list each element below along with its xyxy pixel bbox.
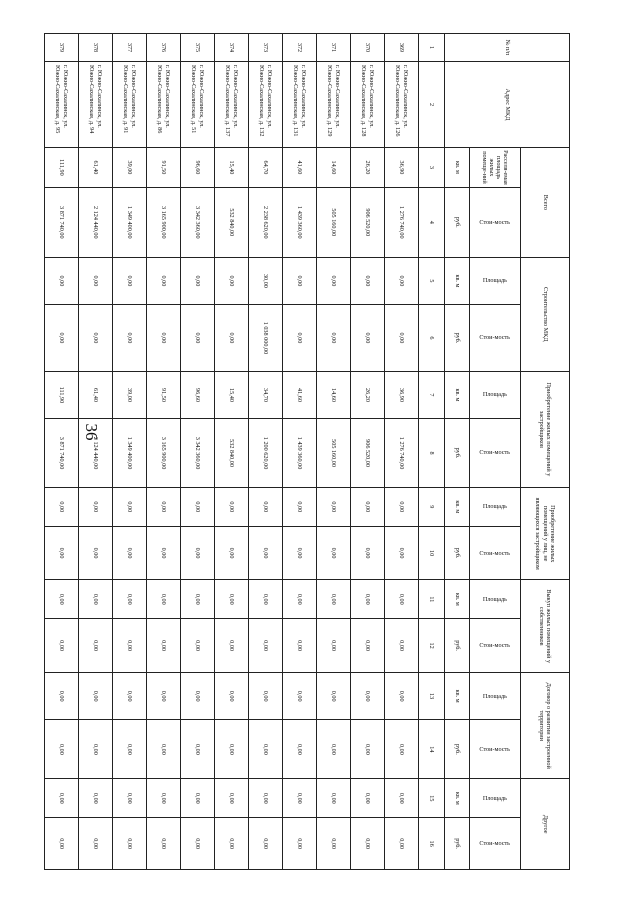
column-number: 12 [419,619,445,673]
row-value: 0,00 [215,487,249,526]
row-number: 373 [249,34,283,62]
header-area: Площадь [470,487,521,526]
row-number: 370 [351,34,385,62]
header-resettle-area: Расселя-емая площадь жилых помеще-ний [470,148,521,188]
row-value: 0,00 [317,779,351,818]
row-value: 0,00 [249,818,283,870]
unit-area: кв. м [445,371,470,418]
row-address: г. Южно-Сахалинск, ул. Южно-Сахалинская, д. 129 [317,61,351,147]
header-cost: Стои-мость [470,419,521,488]
row-value: 36,90 [385,371,419,418]
row-value: 0,00 [215,580,249,619]
unit-area: кв. м [445,257,470,304]
column-number: 6 [419,305,445,372]
unit-cost: руб. [445,419,470,488]
row-number: 374 [215,34,249,62]
row-value: 15,40 [215,371,249,418]
row-value: 0,00 [215,526,249,580]
table-row [283,34,317,870]
row-value: 0,00 [385,305,419,372]
row-value: 26,20 [351,371,385,418]
row-value: 39,00 [113,371,147,418]
row-value: 0,00 [147,580,181,619]
row-value: 0,00 [385,818,419,870]
row-value: 0,00 [147,305,181,372]
row-value: 3 165 900,00 [147,187,181,257]
row-value: 0,00 [317,487,351,526]
column-number: 1 [419,34,445,62]
row-value: 0,00 [351,526,385,580]
header-area: Площадь [470,779,521,818]
row-number: 377 [113,34,147,62]
row-value: 61,40 [79,371,113,418]
row-number: 379 [45,34,79,62]
row-value: 0,00 [147,672,181,719]
header-cost: Стои-мость [470,619,521,673]
unit-area: кв. м [445,487,470,526]
row-value: 0,00 [249,619,283,673]
row-value: 0,00 [113,619,147,673]
row-value: 41,60 [283,371,317,418]
row-address: г. Южно-Сахалинск, ул. Южно-Сахалинская, д. 91 [113,61,147,147]
row-value: 906 520,00 [351,187,385,257]
unit-area: кв. м [445,779,470,818]
row-value: 3 342 360,00 [181,419,215,488]
row-value: 41,60 [283,148,317,188]
row-value: 0,00 [249,526,283,580]
row-value: 0,00 [79,818,113,870]
table-row [215,34,249,870]
column-number: 4 [419,187,445,257]
row-value: 14,60 [317,148,351,188]
column-number: 16 [419,818,445,870]
row-value: 0,00 [79,779,113,818]
table-row [45,34,79,870]
header-total: Всего [521,148,570,258]
row-value: 0,00 [45,487,79,526]
row-value: 15,40 [215,148,249,188]
row-value: 0,00 [317,818,351,870]
row-address: г. Южно-Сахалинск, ул. Южно-Сахалинская, д. 94 [79,61,113,147]
row-value: 2 238 620,00 [249,187,283,257]
header-row-units [445,34,470,870]
row-address: г. Южно-Сахалинск, ул. Южно-Сахалинская, д. 131 [283,61,317,147]
row-value: 0,00 [249,779,283,818]
row-value: 0,00 [317,257,351,304]
row-value: 0,00 [351,487,385,526]
row-value: 0,00 [385,257,419,304]
column-number-row [419,34,445,870]
row-value: 96,60 [181,148,215,188]
row-value: 0,00 [385,526,419,580]
row-value: 1 038 000,00 [249,305,283,372]
row-value: 0,00 [283,257,317,304]
row-value: 0,00 [181,672,215,719]
row-value: 14,60 [317,371,351,418]
row-value: 91,50 [147,371,181,418]
table-row [317,34,351,870]
row-value: 0,00 [249,487,283,526]
row-value: 0,00 [113,257,147,304]
header-buyout: Выкуп жилых помещений у собственников [521,580,570,673]
row-value: 0,00 [181,580,215,619]
row-value: 64,70 [249,148,283,188]
row-number: 371 [317,34,351,62]
unit-cost: руб. [445,619,470,673]
row-value: 0,00 [317,305,351,372]
row-value: 0,00 [215,257,249,304]
unit-cost: руб. [445,305,470,372]
row-value: 505 160,00 [317,419,351,488]
row-value: 0,00 [283,720,317,779]
row-value: 0,00 [181,619,215,673]
row-value: 0,00 [181,818,215,870]
row-value: 0,00 [45,672,79,719]
row-value: 1 349 400,00 [113,419,147,488]
row-value: 0,00 [147,779,181,818]
row-value: 0,00 [317,526,351,580]
row-value: 1 200 620,00 [249,419,283,488]
unit-cost: руб. [445,187,470,257]
header-area: Площадь [470,371,521,418]
row-value: 111,90 [45,148,79,188]
row-value: 36,90 [385,148,419,188]
row-value: 34,70 [249,371,283,418]
row-value: 0,00 [385,779,419,818]
table-row [147,34,181,870]
row-value: 0,00 [113,672,147,719]
table-row [79,34,113,870]
row-value: 1 439 360,00 [283,419,317,488]
row-value: 0,00 [147,720,181,779]
row-value: 3 165 900,00 [147,419,181,488]
row-value: 0,00 [45,779,79,818]
row-address: г. Южно-Сахалинск, ул. Южно-Сахалинская, д. 137 [215,61,249,147]
table-row [113,34,147,870]
row-value: 0,00 [147,526,181,580]
row-value: 0,00 [79,487,113,526]
row-value: 0,00 [249,580,283,619]
row-value: 39,00 [113,148,147,188]
unit-area: кв. м [445,148,470,188]
row-number: 378 [79,34,113,62]
row-address: г. Южно-Сахалинск, ул. Южно-Сахалинская, д. 128 [351,61,385,147]
row-value: 3 342 360,00 [181,187,215,257]
row-value: 0,00 [45,619,79,673]
row-value: 1 439 360,00 [283,187,317,257]
row-value: 0,00 [317,672,351,719]
row-value: 0,00 [283,818,317,870]
row-value: 0,00 [317,619,351,673]
row-value: 0,00 [181,305,215,372]
row-value: 0,00 [249,720,283,779]
header-cost: Стои-мость [470,305,521,372]
table-row [385,34,419,870]
row-address: г. Южно-Сахалинск, ул. Южно-Сахалинская, д. 132 [249,61,283,147]
row-value: 0,00 [385,619,419,673]
row-value: 505 160,00 [317,187,351,257]
unit-cost: руб. [445,526,470,580]
column-number: 15 [419,779,445,818]
row-value: 0,00 [45,257,79,304]
header-cost: Стои-мость [470,720,521,779]
row-value: 0,00 [147,487,181,526]
row-value: 0,00 [283,580,317,619]
column-number: 11 [419,580,445,619]
row-value: 0,00 [385,487,419,526]
row-value: 0,00 [45,526,79,580]
row-number: 372 [283,34,317,62]
column-number: 2 [419,61,445,147]
row-value: 0,00 [283,305,317,372]
unit-area: кв. м [445,672,470,719]
column-number: 9 [419,487,445,526]
row-value: 0,00 [215,818,249,870]
column-number: 8 [419,419,445,488]
column-number: 13 [419,672,445,719]
row-value: 0,00 [215,619,249,673]
row-value: 3 871 740,00 [45,187,79,257]
header-other: Другое [521,779,570,870]
row-value: 30,00 [249,257,283,304]
column-number: 7 [419,371,445,418]
row-value: 0,00 [215,305,249,372]
header-purchase-dev: Приобретение жилых помещений у застройщиков [521,371,570,487]
row-value: 91,50 [147,148,181,188]
row-value: 0,00 [215,779,249,818]
row-value: 0,00 [113,779,147,818]
header-address: Адрес МКД [445,61,570,147]
row-value: 0,00 [385,580,419,619]
row-value: 0,00 [113,305,147,372]
row-value: 0,00 [215,672,249,719]
row-address: г. Южно-Сахалинск, ул. Южно-Сахалинская, д. 95 [45,61,79,147]
row-value: 0,00 [215,720,249,779]
row-value: 0,00 [351,779,385,818]
column-number: 5 [419,257,445,304]
row-value: 0,00 [79,672,113,719]
table-row [351,34,385,870]
row-value: 0,00 [283,779,317,818]
resettlement-table [44,33,570,870]
row-value: 0,00 [351,619,385,673]
row-value: 0,00 [181,779,215,818]
row-value: 3 871 740,00 [45,419,79,488]
rotated-table-wrapper [54,33,570,870]
header-row-sub [470,34,521,870]
row-value: 0,00 [113,580,147,619]
header-area: Площадь [470,257,521,304]
row-value: 0,00 [147,818,181,870]
header-row-groups [521,34,570,870]
table-body [45,34,419,870]
row-value: 96,60 [181,371,215,418]
row-value: 0,00 [113,487,147,526]
row-value: 111,90 [45,371,79,418]
header-construction: Строительство МКД [521,257,570,371]
row-value: 532 840,00 [215,187,249,257]
row-value: 0,00 [45,818,79,870]
table-row [249,34,283,870]
row-value: 0,00 [385,720,419,779]
row-value: 0,00 [351,720,385,779]
row-value: 0,00 [181,487,215,526]
row-value: 0,00 [113,720,147,779]
unit-cost: руб. [445,818,470,870]
page-number: 36 [82,423,101,441]
row-value: 0,00 [45,305,79,372]
row-value: 0,00 [283,672,317,719]
row-number: 376 [147,34,181,62]
header-dev-agreement: Договор о развитии застроенной территории [521,672,570,779]
row-number: 369 [385,34,419,62]
row-value: 2 124 440,00 [79,419,113,488]
header-cost: Стои-мость [470,526,521,580]
row-value: 532 840,00 [215,419,249,488]
row-value: 0,00 [283,619,317,673]
row-value: 0,00 [45,720,79,779]
row-value: 0,00 [283,487,317,526]
header-purchase-nondev: Приобретение жилых помещений у лиц, не являющихся застройщиком [521,487,570,580]
row-value: 906 520,00 [351,419,385,488]
row-value: 1 349 400,00 [113,187,147,257]
row-address: г. Южно-Сахалинск, ул. Южно-Сахалинская, д. 51 [181,61,215,147]
row-value: 0,00 [181,720,215,779]
header-num: № п/п [445,34,570,62]
row-value: 0,00 [79,526,113,580]
row-value: 0,00 [351,580,385,619]
row-value: 0,00 [45,580,79,619]
header-area: Площадь [470,672,521,719]
row-value: 1 276 740,00 [385,419,419,488]
unit-cost: руб. [445,720,470,779]
row-value: 0,00 [79,580,113,619]
row-value: 0,00 [317,720,351,779]
row-value: 0,00 [79,720,113,779]
header-cost: Стои-мость [470,818,521,870]
row-value: 0,00 [181,526,215,580]
row-value: 0,00 [351,672,385,719]
row-value: 0,00 [113,818,147,870]
row-value: 0,00 [351,305,385,372]
header-total-cost: Стои-мость [470,187,521,257]
row-address: г. Южно-Сахалинск, ул. Южно-Сахалинская, д. 126 [385,61,419,147]
column-number: 10 [419,526,445,580]
row-value: 0,00 [351,257,385,304]
row-value: 0,00 [181,257,215,304]
row-value: 0,00 [147,257,181,304]
row-value: 0,00 [79,257,113,304]
column-number: 14 [419,720,445,779]
row-number: 375 [181,34,215,62]
row-value: 26,20 [351,148,385,188]
unit-area: кв. м [445,580,470,619]
row-value: 0,00 [385,672,419,719]
column-number: 3 [419,148,445,188]
row-value: 0,00 [79,619,113,673]
row-value: 0,00 [113,526,147,580]
row-address: г. Южно-Сахалинск, ул. Южно-Сахалинская, д. 86 [147,61,181,147]
row-value: 0,00 [249,672,283,719]
row-value: 0,00 [317,580,351,619]
row-value: 1 276 740,00 [385,187,419,257]
row-value: 0,00 [351,818,385,870]
header-area: Площадь [470,580,521,619]
row-value: 0,00 [147,619,181,673]
row-value: 0,00 [79,305,113,372]
row-value: 0,00 [283,526,317,580]
row-value: 2 124 440,00 [79,187,113,257]
row-value: 61,40 [79,148,113,188]
table-row [181,34,215,870]
